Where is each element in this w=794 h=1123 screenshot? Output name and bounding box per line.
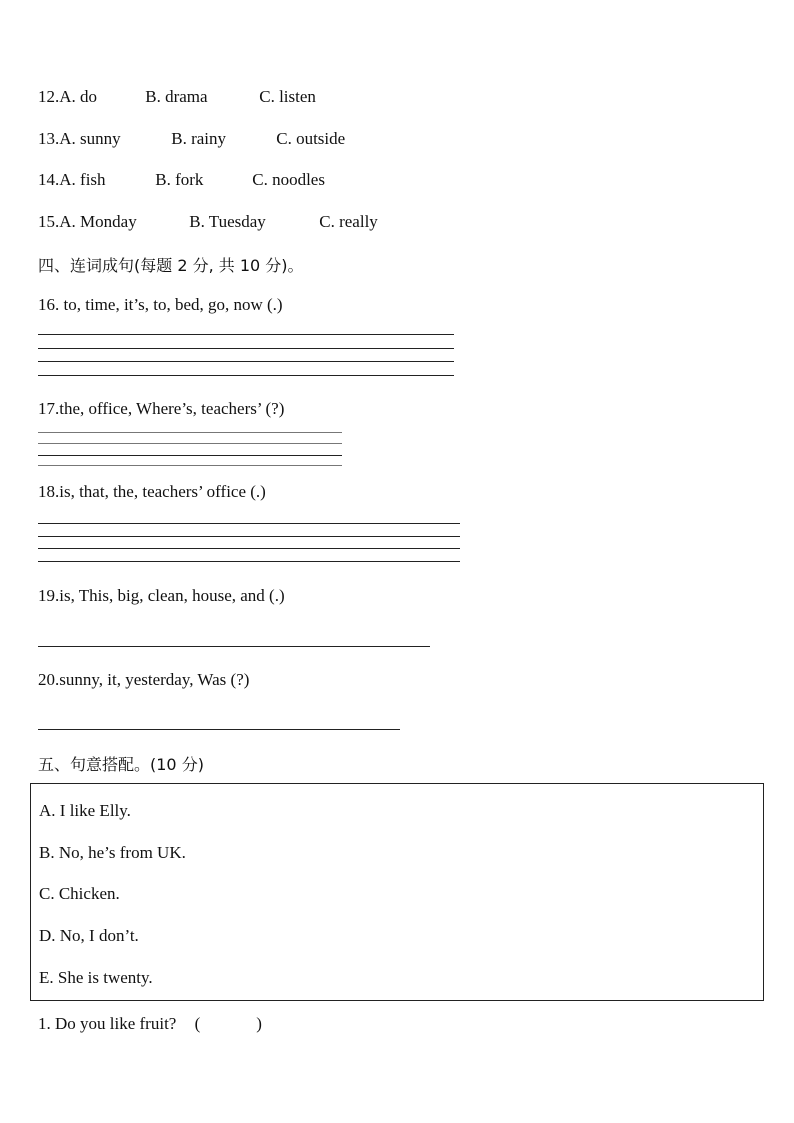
- answer-line[interactable]: [38, 361, 454, 362]
- question-18: [38, 482, 266, 502]
- question-number: 13.: [38, 129, 60, 148]
- option-b: B. Tuesday: [189, 212, 266, 231]
- question-number: 20.: [38, 670, 60, 689]
- question-words: is, This, big, clean, house, and (.): [59, 586, 285, 605]
- question-16: [38, 295, 283, 315]
- option-c: C. really: [319, 212, 378, 231]
- option-c: C. noodles: [252, 170, 325, 189]
- answer-line[interactable]: [38, 443, 342, 444]
- option-c: C. listen: [259, 87, 316, 106]
- answer-line[interactable]: [38, 729, 400, 730]
- question-20: [38, 670, 249, 690]
- answer-line[interactable]: [38, 455, 342, 456]
- answer-line[interactable]: [38, 548, 460, 549]
- answer-line[interactable]: [38, 348, 454, 349]
- question-words: is, that, the, teachers’ office (.): [59, 482, 266, 501]
- option-b: B. drama: [145, 87, 208, 106]
- matching-question-1: [38, 1014, 262, 1034]
- option-a: A. fish: [59, 170, 106, 189]
- question-number: 12.: [38, 87, 60, 106]
- option-a: A. do: [59, 87, 98, 106]
- option-b-text: B. No, he’s from UK.: [39, 843, 186, 862]
- option-a: A. sunny: [59, 129, 121, 148]
- answer-line[interactable]: [38, 334, 454, 335]
- answer-line[interactable]: [38, 375, 454, 376]
- answer-line[interactable]: [38, 523, 460, 524]
- question-number: 15.: [38, 212, 60, 231]
- question-number: 17.: [38, 399, 60, 418]
- question-words: sunny, it, yesterday, Was (?): [59, 670, 250, 689]
- question-number: 18.: [38, 482, 60, 501]
- question-19: [38, 586, 285, 606]
- section-5-heading: 五、句意搭配。(10 分): [38, 755, 204, 774]
- question-12: [38, 87, 316, 107]
- question-words: to, time, it’s, to, bed, go, now (.): [59, 295, 283, 314]
- answer-line[interactable]: [38, 432, 342, 433]
- option-a: A. Monday: [59, 212, 137, 231]
- question-17: [38, 399, 284, 419]
- answer-line[interactable]: [38, 646, 430, 647]
- option-c: C. outside: [276, 129, 346, 148]
- question-number: 16.: [38, 295, 60, 314]
- paren-close: ): [256, 1014, 262, 1033]
- question-14: [38, 170, 325, 190]
- option-b: B. fork: [155, 170, 204, 189]
- options-box: [30, 783, 764, 1001]
- question-13: [38, 129, 345, 149]
- question-number: 19.: [38, 586, 60, 605]
- answer-line[interactable]: [38, 465, 342, 466]
- option-e-text: E. She is twenty.: [39, 968, 153, 987]
- question-text: 1. Do you like fruit?: [38, 1014, 177, 1033]
- option-c-text: C. Chicken.: [39, 884, 120, 903]
- option-d-text: D. No, I don’t.: [39, 926, 139, 945]
- option-b: B. rainy: [171, 129, 227, 148]
- question-number: 14.: [38, 170, 60, 189]
- question-15: [38, 212, 378, 232]
- paren-open: (: [194, 1014, 201, 1033]
- question-words: the, office, Where’s, teachers’ (?): [59, 399, 285, 418]
- answer-line[interactable]: [38, 561, 460, 562]
- section-4-heading: 四、连词成句(每题 2 分, 共 10 分)。: [38, 256, 304, 275]
- option-a-text: A. I like Elly.: [39, 801, 131, 820]
- answer-line[interactable]: [38, 536, 460, 537]
